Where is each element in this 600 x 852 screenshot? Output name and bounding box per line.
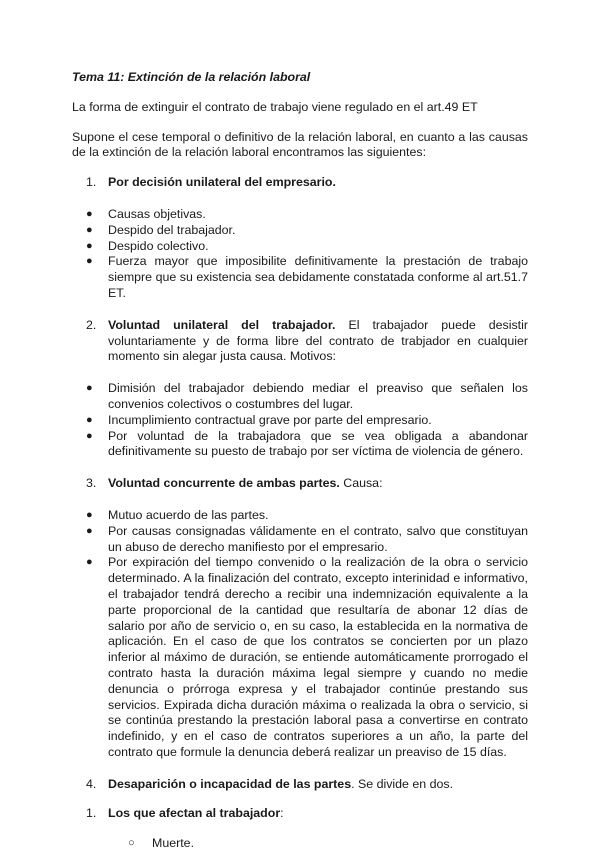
bullet-icon: ●	[86, 524, 93, 537]
section-text: . Se divide en dos.	[351, 776, 454, 791]
bullet-icon: ●	[86, 508, 93, 521]
list-item: ● Por voluntad de la trabajadora que se vea obligada a abandonar definitivamente su puesto de trabajo por ser víctima de violencia de género.	[72, 429, 528, 461]
intro-paragraph-2: Supone el cese temporal o definitivo de la relación laboral, en cuanto a las causas de la extinción de la relación laboral encontramos las siguientes:	[72, 129, 528, 160]
section-number: 4.	[86, 776, 97, 791]
section-1-list	[72, 207, 528, 302]
bullet-icon: ●	[86, 413, 93, 426]
bullet-icon: ●	[86, 429, 93, 442]
intro-paragraph-1: La forma de extinguir el contrato de trabajo viene regulado en el art.49 ET	[72, 99, 478, 114]
subsection-heading	[72, 806, 528, 822]
section-text: Causa:	[339, 476, 383, 491]
list-item: ● Causas objetivas.	[72, 207, 528, 223]
subsection-list	[72, 836, 528, 852]
section-title: Desaparición o incapacidad de las partes	[108, 776, 352, 791]
subsection-title: Los que afectan al trabajador	[108, 806, 281, 821]
bullet-icon: ●	[86, 255, 93, 268]
bullet-icon: ●	[86, 556, 93, 569]
section-1-heading	[72, 175, 528, 191]
bullet-icon: ●	[86, 239, 93, 252]
section-3-list	[72, 508, 528, 761]
section-number: 1.	[86, 175, 97, 190]
list-item: ● Mutuo acuerdo de las partes.	[72, 508, 528, 524]
section-4-heading	[72, 777, 528, 793]
bullet-icon: ●	[86, 382, 93, 395]
section-3-heading	[72, 476, 528, 492]
list-item: ● Dimisión del trabajador debiendo mediar el preaviso que señalen los convenios colectivos o costumbres del lugar.	[72, 381, 528, 413]
subsection-number: 1.	[86, 806, 97, 821]
circle-bullet-icon: ○	[128, 837, 135, 850]
list-item: ● Despido colectivo.	[72, 239, 528, 255]
section-number: 3.	[86, 476, 97, 491]
list-item: ● Despido del trabajador.	[72, 223, 528, 239]
section-number: 2.	[86, 317, 97, 332]
bullet-icon: ●	[86, 207, 93, 220]
list-item: ● Incumplimiento contractual grave por parte del empresario.	[72, 413, 528, 429]
section-title: Voluntad unilateral del trabajador.	[108, 317, 336, 332]
list-item: ● Por expiración del tiempo convenido o la realización de la obra o servicio determinado. A la finalización del contrato, excepto interinidad e informativo, el trabajador tendrá derecho a recibir una indemnización equivalente a la parte proporcional de la cantidad que resultaría de abonar 12 días de salario por año de servicio o, en su caso, la establecida en la normativa de aplicación. En el caso de que los contratos se concierten por un plazo inferior al máximo de duración, se entiende automáticamente prorrogado el contrato hasta la duración máxima legal siempre y cuando no medie denuncia o prórroga expresa y el trabajador continúe prestando sus servicios. Expirada dicha duración máxima o realizada la obra o servicio, si se continúa prestando la prestación laboral pasa a convertirse en contrato indefinido, y en el caso de contratos superiores a un año, la parte del contrato que formule la denuncia deberá realizar un preaviso de 15 días.	[72, 555, 528, 760]
list-item: ● Por causas consignadas válidamente en el contrato, salvo que constituyan un abuso de derecho manifiesto por el empresario.	[72, 524, 528, 556]
subsection-text: :	[280, 806, 284, 821]
section-title: Voluntad concurrente de ambas partes.	[108, 476, 340, 491]
section-2-list	[72, 381, 528, 460]
page-title: Tema 11: Extinción de la relación laboral	[72, 70, 311, 84]
list-item: ● Fuerza mayor que imposibilite definitivamente la prestación de trabajo siempre que su existencia sea debidamente constatada conforme al art.51.7 ET.	[72, 254, 528, 301]
bullet-icon: ●	[86, 223, 93, 236]
section-title: Por decisión unilateral del empresario.	[108, 175, 336, 190]
section-2-heading	[72, 318, 528, 365]
list-item: ○ Muerte.	[128, 836, 195, 851]
section-text: El trabajador puede desistir voluntariamente y de forma libre del contrato de trabjador en cualquier momento sin alegar justa causa. Motivos:	[108, 317, 528, 364]
